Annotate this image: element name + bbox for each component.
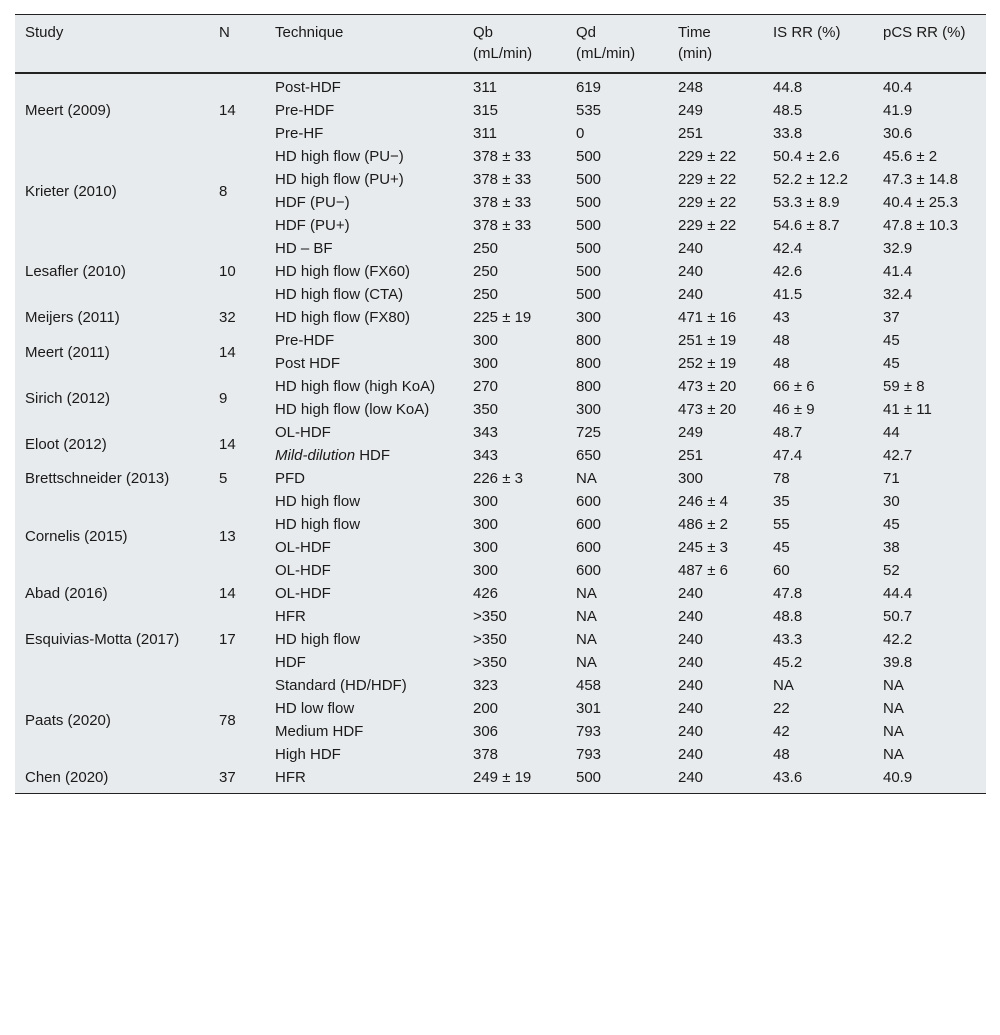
- cell-pcs-rr: 59 ± 8: [883, 378, 925, 395]
- cell-pcs-rr: 30: [883, 493, 900, 510]
- cell-time: 240: [678, 631, 704, 648]
- cell-is-rr: 44.8: [773, 79, 803, 96]
- cell-time: 240: [668, 766, 763, 794]
- cell-pcs-rr: 32.4: [883, 286, 913, 303]
- cell-is-rr: 43: [773, 309, 790, 326]
- cell-qb: 378 ± 33: [473, 171, 532, 188]
- cell-technique: HD high flow (CTA): [275, 286, 404, 303]
- cell-qb: 300: [473, 516, 499, 533]
- cell-study: Esquivias-Motta (2017): [25, 631, 180, 648]
- cell-n: 10: [219, 263, 236, 280]
- cell-study: Lesafler (2010): [25, 263, 126, 280]
- cell-time: 240: [678, 746, 704, 763]
- cell-qd: 300: [576, 309, 602, 326]
- header-technique: Technique: [265, 15, 463, 74]
- cell-technique: OL-HDF: [275, 424, 331, 441]
- cell-time: 229 ± 22: [678, 194, 737, 211]
- cell-qd: 500: [576, 263, 602, 280]
- cell-technique: HD high flow (low KoA): [275, 401, 430, 418]
- cell-qd: 600: [576, 562, 602, 579]
- cell-pcs-rr: NA: [883, 746, 904, 763]
- cell-pcs-rr: 45.6 ± 2: [883, 148, 938, 165]
- cell-time: 473 ± 20: [678, 401, 737, 418]
- cell-time: 240: [678, 263, 704, 280]
- cell-is-rr: 35: [773, 493, 790, 510]
- cell-qd: NA: [576, 608, 597, 625]
- header-qd: Qd (mL/min): [566, 15, 668, 74]
- table-row: [15, 421, 986, 444]
- table-row: [15, 306, 986, 329]
- cell-pcs-rr: NA: [883, 723, 904, 740]
- header-study: Study: [15, 15, 209, 74]
- cell-qd: 800: [576, 355, 602, 372]
- table-row: [15, 237, 986, 260]
- cell-qd: 600: [576, 539, 602, 556]
- cell-time: 240: [678, 700, 704, 717]
- cell-qb: 249 ± 19: [463, 766, 566, 794]
- cell-n: 78: [219, 711, 236, 729]
- cell-pcs-rr: 71: [883, 470, 900, 487]
- cell-qb: 270: [473, 378, 499, 395]
- cell-technique: High HDF: [275, 746, 341, 763]
- cell-qd: 535: [576, 102, 602, 119]
- header-time: Time (min): [668, 15, 763, 74]
- cell-n: 5: [219, 470, 228, 487]
- cell-qb: 378: [473, 746, 499, 763]
- cell-time: 240: [678, 585, 704, 602]
- cell-is-rr: 60: [773, 562, 790, 579]
- cell-technique: HDF: [275, 654, 306, 671]
- cell-qd: 0: [576, 125, 585, 142]
- cell-technique: Standard (HD/HDF): [275, 677, 407, 694]
- cell-qb: 343: [473, 447, 499, 464]
- cell-is-rr: 50.4 ± 2.6: [773, 148, 840, 165]
- cell-time: 240: [678, 608, 704, 625]
- cell-is-rr: 54.6 ± 8.7: [773, 217, 840, 234]
- cell-technique: HD high flow (high KoA): [275, 378, 436, 395]
- table-header: [15, 15, 986, 74]
- cell-is-rr: 42.4: [773, 240, 803, 257]
- cell-qd: 725: [576, 424, 602, 441]
- cell-time: 240: [678, 286, 704, 303]
- cell-pcs-rr: 44.4: [883, 585, 913, 602]
- cell-n: 32: [219, 309, 236, 326]
- cell-time: 252 ± 19: [678, 355, 737, 372]
- cell-pcs-rr: 40.4: [883, 79, 913, 96]
- cell-qd: 301: [576, 700, 602, 717]
- cell-technique: [265, 444, 463, 467]
- table-row: [15, 674, 986, 697]
- cell-study: Sirich (2012): [25, 389, 111, 407]
- cell-is-rr: NA: [773, 677, 794, 694]
- cell-n: 14: [219, 585, 236, 602]
- cell-time: 240: [678, 723, 704, 740]
- cell-is-rr: 43.3: [773, 631, 803, 648]
- cell-technique: Post HDF: [275, 355, 341, 372]
- cell-qb: 311: [473, 125, 497, 142]
- cell-time: 248: [678, 79, 704, 96]
- cell-qb: >350: [473, 654, 507, 671]
- cell-qb: 226 ± 3: [473, 470, 523, 487]
- cell-is-rr: 66 ± 6: [773, 378, 815, 395]
- cell-study: Cornelis (2015): [25, 527, 128, 545]
- cell-qb: >350: [473, 608, 507, 625]
- cell-qb: 250: [473, 240, 499, 257]
- cell-is-rr: 45: [773, 539, 790, 556]
- cell-is-rr: 42.6: [773, 263, 803, 280]
- cell-n: 37: [209, 766, 265, 794]
- cell-is-rr: 22: [773, 700, 790, 717]
- cell-is-rr: 33.8: [773, 125, 803, 142]
- table-row: [15, 605, 986, 628]
- cell-technique: Pre-HF: [275, 125, 324, 142]
- cell-technique: Pre-HDF: [275, 102, 335, 119]
- cell-time: 229 ± 22: [678, 148, 737, 165]
- technique-text: HDF: [355, 447, 391, 464]
- cell-technique: Post-HDF: [275, 79, 341, 96]
- cell-qb: 300: [473, 355, 499, 372]
- cell-study: Meert (2011): [25, 343, 110, 361]
- cell-qb: 426: [473, 585, 499, 602]
- cell-time: 245 ± 3: [678, 539, 728, 556]
- cell-qb: 378 ± 33: [473, 194, 532, 211]
- cell-study: Chen (2020): [15, 766, 209, 794]
- cell-qb: 378 ± 33: [473, 217, 532, 234]
- cell-qd: 500: [576, 240, 602, 257]
- cell-qd: NA: [576, 585, 597, 602]
- cell-pcs-rr: 41.9: [883, 102, 913, 119]
- cell-qb: 250: [473, 263, 499, 280]
- cell-pcs-rr: 47.3 ± 14.8: [883, 171, 958, 188]
- cell-is-rr: 45.2: [773, 654, 803, 671]
- cell-study: Abad (2016): [25, 585, 108, 602]
- cell-pcs-rr: 40.4 ± 25.3: [883, 194, 958, 211]
- cell-time: 251 ± 19: [678, 332, 737, 349]
- table-row: [15, 582, 986, 605]
- cell-n: 14: [219, 435, 236, 453]
- header-pcs-rr: pCS RR (%): [873, 15, 986, 74]
- cell-qd: 500: [566, 766, 668, 794]
- table-row: [15, 490, 986, 513]
- table-container: [15, 14, 986, 794]
- cell-study: Eloot (2012): [25, 435, 107, 453]
- cell-pcs-rr: 41.4: [883, 263, 913, 280]
- cell-qb: 311: [473, 79, 497, 96]
- cell-time: 229 ± 22: [678, 171, 737, 188]
- cell-qb: 300: [473, 332, 499, 349]
- table-body: [15, 73, 986, 794]
- cell-qd: 300: [576, 401, 602, 418]
- cell-n: 14: [219, 343, 236, 361]
- cell-technique: HFR: [275, 608, 306, 625]
- cell-is-rr: 48.5: [773, 102, 803, 119]
- cell-pcs-rr: 42.7: [883, 447, 913, 464]
- cell-qb: 225 ± 19: [473, 309, 532, 326]
- cell-qb: 350: [473, 401, 499, 418]
- cell-pcs-rr: 47.8 ± 10.3: [883, 217, 958, 234]
- cell-technique: HD high flow: [275, 631, 361, 648]
- cell-technique: HD high flow (FX60): [275, 263, 411, 280]
- cell-time: 300: [678, 470, 704, 487]
- cell-pcs-rr: 30.6: [883, 125, 913, 142]
- header-n: N: [209, 15, 265, 74]
- cell-technique: HDF (PU+): [275, 217, 350, 234]
- cell-study: Meert (2009): [25, 102, 111, 119]
- cell-technique: Pre-HDF: [275, 332, 335, 349]
- cell-qb: 343: [473, 424, 499, 441]
- cell-is-rr: 48: [773, 332, 790, 349]
- cell-is-rr: 46 ± 9: [773, 401, 815, 418]
- table-row: [15, 329, 986, 352]
- cell-is-rr: 42: [773, 723, 790, 740]
- cell-technique: HD – BF: [275, 240, 333, 257]
- cell-pcs-rr: 50.7: [883, 608, 913, 625]
- cell-is-rr: 55: [773, 516, 790, 533]
- cell-qb: 315: [473, 102, 499, 119]
- cell-qb: 323: [473, 677, 499, 694]
- cell-qd: 600: [576, 493, 602, 510]
- cell-qd: 500: [576, 171, 602, 188]
- cell-pcs-rr: 41 ± 11: [883, 401, 932, 418]
- cell-is-rr: 43.6: [763, 766, 873, 794]
- cell-pcs-rr: 45: [883, 516, 900, 533]
- cell-pcs-rr: 37: [883, 309, 900, 326]
- cell-qb: 300: [473, 493, 499, 510]
- cell-technique: HD high flow (FX80): [275, 309, 411, 326]
- cell-qd: 500: [576, 148, 602, 165]
- cell-pcs-rr: 42.2: [883, 631, 913, 648]
- cell-qb: 300: [473, 539, 499, 556]
- technique-italic-text: Mild-dilution: [275, 447, 356, 464]
- cell-time: 249: [678, 102, 704, 119]
- cell-pcs-rr: 38: [883, 539, 900, 556]
- cell-time: 246 ± 4: [678, 493, 728, 510]
- cell-qd: 600: [576, 516, 602, 533]
- cell-pcs-rr: 52: [883, 562, 900, 579]
- cell-pcs-rr: 45: [883, 355, 900, 372]
- cell-technique: HFR: [265, 766, 463, 794]
- cell-study: Krieter (2010): [25, 182, 117, 200]
- cell-qb: 306: [473, 723, 499, 740]
- cell-is-rr: 48.8: [773, 608, 803, 625]
- cell-qd: 500: [576, 194, 602, 211]
- cell-qd: 500: [576, 286, 602, 303]
- cell-qd: 800: [576, 332, 602, 349]
- cell-n: 13: [219, 527, 236, 545]
- cell-pcs-rr: 40.9: [873, 766, 986, 794]
- cell-n: 8: [219, 182, 228, 200]
- cell-qd: 619: [576, 79, 602, 96]
- cell-is-rr: 47.8: [773, 585, 803, 602]
- cell-n: 14: [219, 102, 236, 119]
- cell-pcs-rr: 39.8: [883, 654, 913, 671]
- cell-qb: 200: [473, 700, 499, 717]
- table-row: [15, 375, 986, 398]
- cell-is-rr: 48.7: [773, 424, 803, 441]
- cell-time: 240: [678, 654, 704, 671]
- cell-time: 229 ± 22: [678, 217, 737, 234]
- cell-is-rr: 48: [773, 746, 790, 763]
- cell-qd: 800: [576, 378, 602, 395]
- header-row: [15, 15, 986, 74]
- cell-n: 17: [219, 631, 236, 648]
- cell-time: 486 ± 2: [678, 516, 728, 533]
- table-row: [15, 467, 986, 490]
- table-row: [15, 766, 986, 794]
- cell-qb: 378 ± 33: [473, 148, 532, 165]
- cell-study: Paats (2020): [25, 711, 111, 729]
- cell-time: 240: [678, 677, 704, 694]
- cell-is-rr: 52.2 ± 12.2: [773, 171, 848, 188]
- cell-technique: OL-HDF: [275, 539, 331, 556]
- cell-pcs-rr: 44: [883, 424, 900, 441]
- cell-qd: NA: [576, 631, 597, 648]
- cell-technique: OL-HDF: [275, 585, 331, 602]
- cell-qd: 793: [576, 746, 602, 763]
- cell-technique: OL-HDF: [275, 562, 331, 579]
- cell-study: Brettschneider (2013): [25, 470, 170, 487]
- cell-time: 249: [678, 424, 704, 441]
- cell-technique: HDF (PU−): [275, 194, 350, 211]
- header-is-rr: IS RR (%): [763, 15, 873, 74]
- cell-time: 240: [678, 240, 704, 257]
- cell-pcs-rr: 45: [883, 332, 900, 349]
- cell-is-rr: 41.5: [773, 286, 803, 303]
- cell-time: 471 ± 16: [678, 309, 737, 326]
- cell-qd: NA: [576, 470, 597, 487]
- cell-n: 9: [219, 389, 228, 407]
- cell-is-rr: 47.4: [773, 447, 803, 464]
- cell-pcs-rr: 32.9: [883, 240, 913, 257]
- cell-technique: Medium HDF: [275, 723, 364, 740]
- cell-qd: 650: [576, 447, 602, 464]
- cell-time: 487 ± 6: [678, 562, 728, 579]
- cell-time: 251: [678, 125, 704, 142]
- cell-qd: 793: [576, 723, 602, 740]
- cell-is-rr: 78: [773, 470, 790, 487]
- cell-technique: HD high flow (PU−): [275, 148, 404, 165]
- header-qb: Qb (mL/min): [463, 15, 566, 74]
- cell-time: 251: [678, 447, 704, 464]
- cell-qd: NA: [576, 654, 597, 671]
- table-row: [15, 145, 986, 168]
- cell-technique: HD high flow: [275, 493, 361, 510]
- cell-pcs-rr: NA: [883, 677, 904, 694]
- cell-qb: 250: [473, 286, 499, 303]
- cell-technique: PFD: [275, 470, 305, 487]
- cell-pcs-rr: NA: [883, 700, 904, 717]
- cell-study: Meijers (2011): [25, 309, 120, 326]
- cell-qd: 458: [576, 677, 602, 694]
- cell-time: 473 ± 20: [678, 378, 737, 395]
- table-row: [15, 73, 986, 99]
- cell-qb: >350: [473, 631, 507, 648]
- cell-technique: HD high flow: [275, 516, 361, 533]
- cell-technique: HD low flow: [275, 700, 355, 717]
- cell-qd: 500: [576, 217, 602, 234]
- data-table: [15, 14, 986, 794]
- cell-qb: 300: [473, 562, 499, 579]
- cell-is-rr: 48: [773, 355, 790, 372]
- cell-technique: HD high flow (PU+): [275, 171, 404, 188]
- cell-is-rr: 53.3 ± 8.9: [773, 194, 840, 211]
